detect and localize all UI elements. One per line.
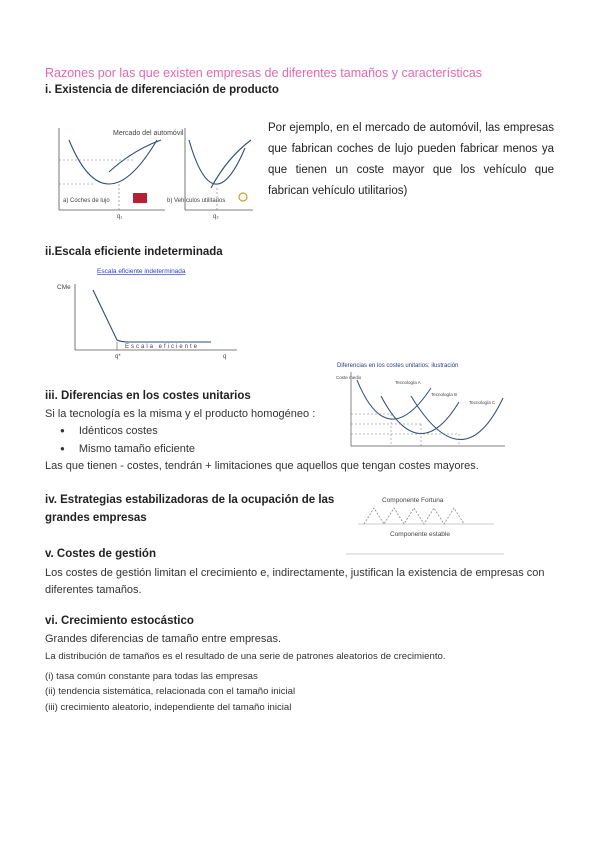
- heading-stabilizing-line2: grandes empresas: [45, 512, 147, 524]
- stochastic-item-2: (ii) tendencia sistemática, relacionada con el tamaño inicial: [45, 686, 296, 697]
- stochastic-line2: La distribución de tamaños es el resultado de una serie de patrones aleatorios de crecimiento.: [45, 651, 446, 662]
- page-title: Razones por las que existen empresas de diferentes tamaños y características: [45, 66, 483, 80]
- stochastic-item-1: (i) tasa común constante para todas las empresas: [45, 671, 258, 682]
- fig1-q2: q₂: [213, 214, 219, 220]
- fig2-curve-label: Escala eficiente: [125, 344, 200, 350]
- bullet-identical-costs: ● Idénticos costes: [60, 425, 158, 437]
- heading-stochastic: vi. Crecimiento estocástico: [45, 615, 194, 627]
- fig2-ylabel: CMe: [57, 284, 71, 291]
- bullet-efficient-size: ● Mismo tamaño eficiente: [60, 443, 195, 455]
- figure-automobile-market: [45, 118, 257, 220]
- fig4-label-bottom: Componente estable: [390, 531, 450, 538]
- fig1-label-a: a) Coches de lujo: [63, 198, 110, 204]
- fig1-label-b: b) Vehículos utilitarios: [167, 198, 226, 204]
- luxury-car-logo: [133, 193, 147, 203]
- fig3-curve2-label: Tecnología B: [431, 392, 458, 397]
- heading-scale: ii.Escala eficiente indeterminada: [45, 246, 223, 258]
- utility-car-logo: [239, 193, 247, 201]
- figure-efficient-scale: [45, 262, 245, 360]
- fig3-title: Diferencias en los costes unitarios: ilustración: [337, 363, 459, 369]
- fig4-fortune-wave: [364, 508, 464, 524]
- figure-stabilizing: [318, 490, 508, 560]
- figure-unit-costs: [333, 358, 509, 458]
- fig4-label-top: Componente Fortuna: [382, 497, 444, 504]
- fig3-curve-a: [357, 380, 431, 419]
- fig2-q: q: [223, 354, 227, 360]
- unit-costs-conclusion: Las que tienen - costes, tendrán + limitaciones que aquellos que tengan costes mayores.: [45, 460, 479, 472]
- stochastic-line1: Grandes diferencias de tamaño entre empresas.: [45, 633, 282, 645]
- unit-costs-intro: Si la tecnología es la misma y el producto homogéneo :: [45, 408, 316, 420]
- fig2-cost-curve: [93, 290, 211, 342]
- fig3-curve3-label: Tecnología C: [469, 400, 496, 405]
- fig3-curve1-label: Tecnología A: [395, 380, 421, 385]
- fig2-qstar: q*: [115, 354, 121, 360]
- differentiation-paragraph: Por ejemplo, en el mercado de automóvil, las empresas que fabrican coches de lujo pueden fabricar menos ya que tienen un coste mayor que los vehículo que fabrican vehículo utilitarios): [268, 122, 554, 197]
- fig2-title: Escala eficiente indeterminada: [97, 268, 186, 275]
- heading-management-costs: v. Costes de gestión: [45, 548, 156, 560]
- stochastic-item-3: (iii) crecimiento aleatorio, independiente del tamaño inicial: [45, 702, 292, 713]
- heading-stabilizing-line1: iv. Estrategias estabilizadoras de la ocupación de las: [45, 494, 335, 506]
- fig3-ylabel: Coste medio: [336, 375, 362, 380]
- heading-differentiation: i. Existencia de diferenciación de producto: [45, 84, 279, 96]
- management-costs-paragraph: Los costes de gestión limitan el crecimiento e, indirectamente, justifican la existencia de empresas con diferentes tamaños.: [45, 567, 545, 596]
- heading-unit-costs: iii. Diferencias en los costes unitarios: [45, 390, 251, 402]
- fig1-title: Mercado del automóvil: [113, 130, 184, 137]
- fig1-curve-a: [69, 140, 157, 184]
- fig3-curve-b: [381, 396, 459, 434]
- fig1-q1: q₁: [117, 214, 123, 220]
